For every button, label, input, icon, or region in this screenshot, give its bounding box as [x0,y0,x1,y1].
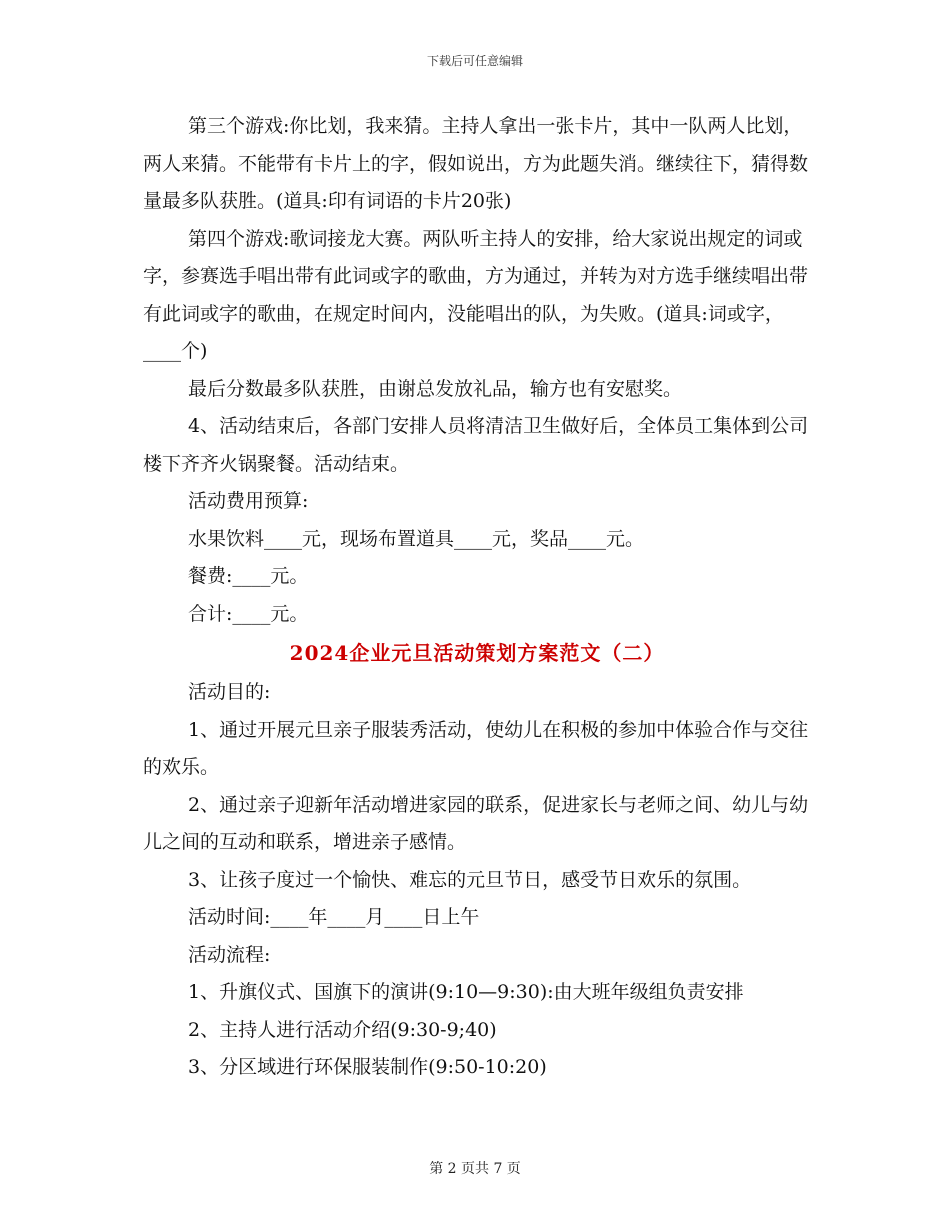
paragraph-purpose-1: 1、通过开展元旦亲子服装秀活动，使幼儿在积极的参加中体验合作与交往的欢乐。 [143,718,809,778]
paragraph-meal-cost: 餐费:____元。 [188,565,309,587]
paragraph-game-four: 第四个游戏:歌词接龙大赛。两队听主持人的安排，给大家说出规定的词或字，参赛选手唱出带有此词或字的歌曲，方为通过，并转为对方选手继续唱出带有此词或字的歌曲，在规定时间内，没能唱出的队，为失败。(道具:词或字，____个) [143,227,809,362]
document-body [143,108,811,1087]
paragraph-winner: 最后分数最多队获胜，由谢总发放礼品，输方也有安慰奖。 [188,377,683,400]
paragraph-activity-end: 4、活动结束后，各部门安排人员将清洁卫生做好后，全体员工集体到公司楼下齐齐火锅聚餐。活动结束。 [143,415,809,475]
paragraph-purpose-2: 2、通过亲子迎新年活动增进家园的联系，促进家长与老师之间、幼儿与幼儿之间的互动和联系，增进亲子感情。 [143,793,809,853]
paragraph-process-heading: 活动流程: [188,943,271,966]
paragraph-budget-heading: 活动费用预算: [188,490,309,512]
paragraph-process-3: 3、分区域进行环保服装制作(9:50-10:20) [188,1056,547,1078]
section-title: 2024企业元旦活动策划方案范文（二） [289,641,665,665]
page-footer: 第 2 页共 7 页 [429,1161,521,1177]
paragraph-game-three: 第三个游戏:你比划，我来猜。主持人拿出一张卡片，其中一队两人比划，两人来猜。不能带有卡片上的字，假如说出，方为此题失消。继续往下，猜得数量最多队获胜。(道具:印有词语的卡片20张) [143,115,809,212]
paragraph-process-2: 2、主持人进行活动介绍(9:30-9;40) [188,1018,497,1041]
paragraph-purpose-3: 3、让孩子度过一个愉快、难忘的元旦节日，感受节日欢乐的氛围。 [188,868,752,891]
paragraph-process-1: 1、升旗仪式、国旗下的演讲(9:10—9:30):由大班年级组负责安排 [188,981,744,1003]
paragraph-purpose-heading: 活动目的: [188,681,271,703]
page-header: 下载后可任意编辑 [426,54,523,68]
paragraph-budget-items: 水果饮料____元，现场布置道具____元，奖品____元。 [188,527,645,550]
paragraph-total-cost: 合计:____元。 [188,602,309,625]
paragraph-activity-time: 活动时间:____年____月____日上午 [188,906,480,928]
